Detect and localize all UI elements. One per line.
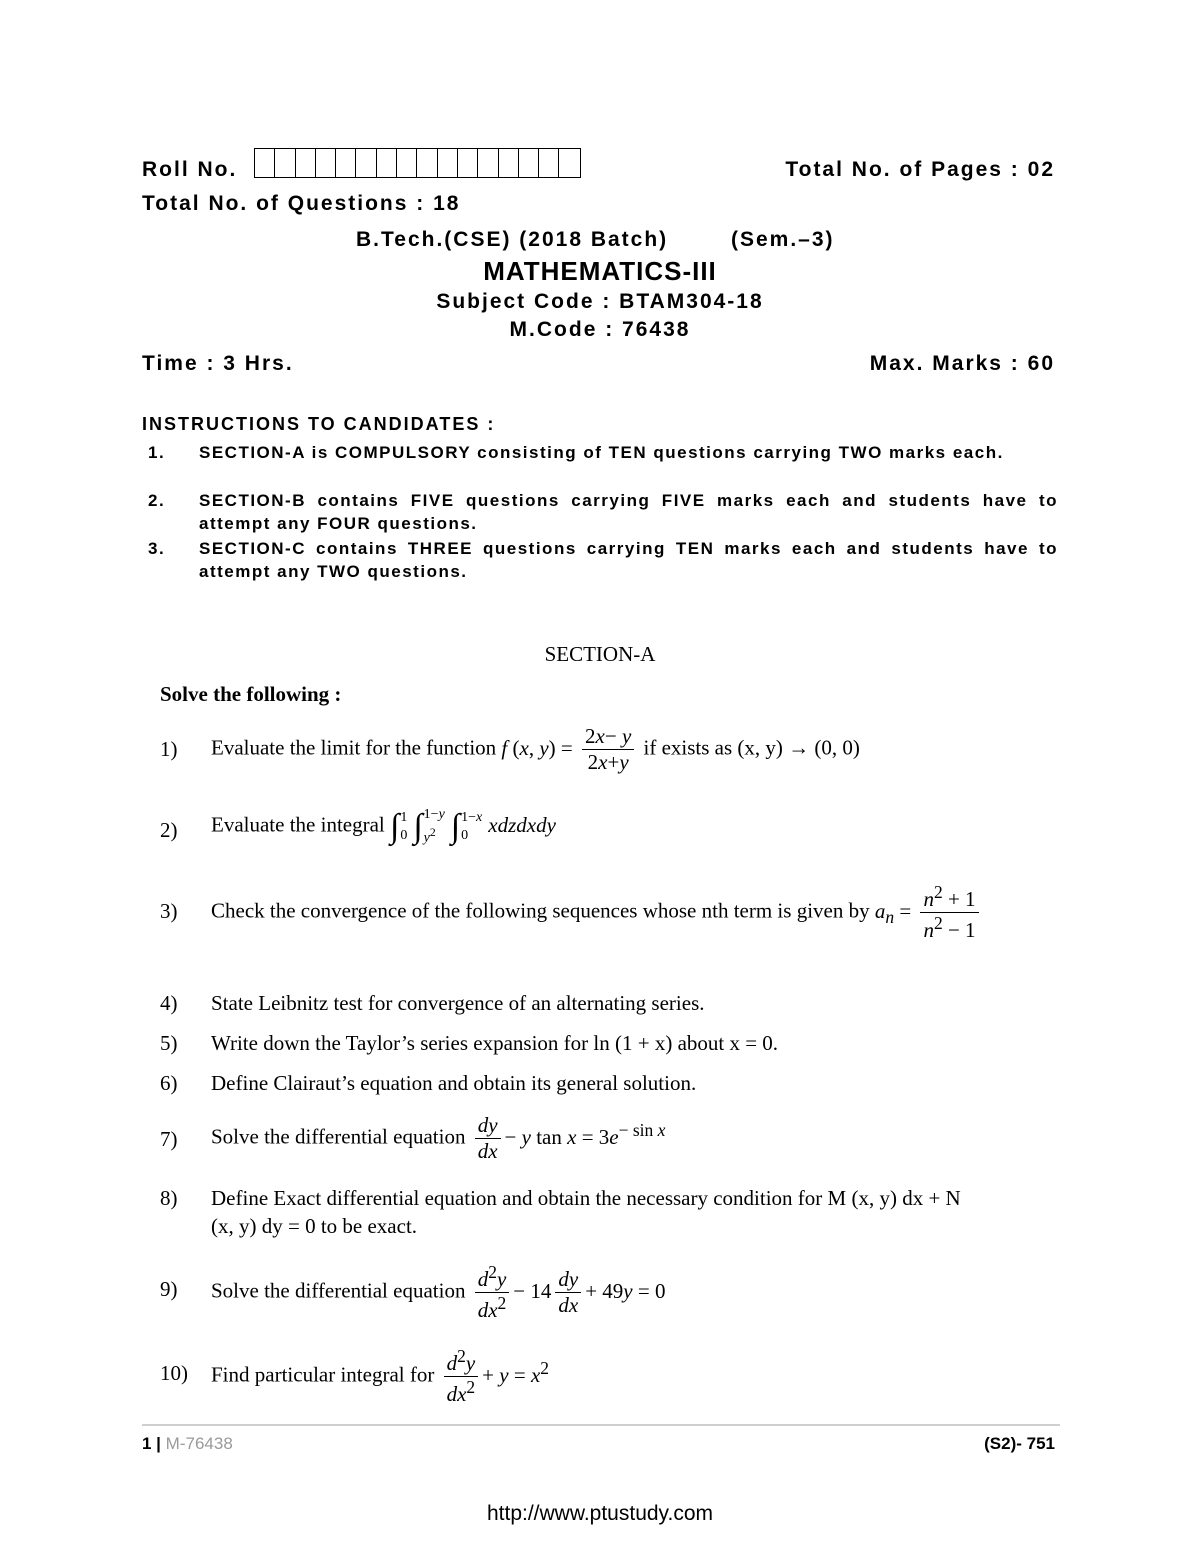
time-allowed: Time : 3 Hrs. xyxy=(142,352,294,375)
question-text: Define Clairaut’s equation and obtain its general solution. xyxy=(211,1071,697,1095)
semester: (Sem.–3) xyxy=(731,228,835,251)
page-number: 1 | xyxy=(142,1434,161,1453)
differential-equation: $\frac{d^2y}{dx^2}$ + $y = x^2$ xyxy=(440,1363,549,1387)
question-5 xyxy=(160,1031,1060,1057)
question-9 xyxy=(160,1262,1060,1322)
roll-number-boxes[interactable] xyxy=(254,148,581,178)
course-name: B.Tech.(CSE) (2018 Batch) xyxy=(356,228,669,251)
question-text: Define Exact differential equation and obtain the necessary condition for M (x, y) dx + N xyxy=(211,1186,961,1210)
question-8 xyxy=(160,1186,1060,1242)
instruction-number: 1. xyxy=(148,443,166,462)
question-text: Find particular integral for xyxy=(211,1362,435,1387)
question-text: Write down the Taylor’s series expansion for ln (1 + x) about x = 0. xyxy=(211,1031,779,1055)
instruction-item xyxy=(148,489,1058,535)
roll-number-box[interactable] xyxy=(255,149,275,177)
roll-number-box[interactable] xyxy=(559,149,579,177)
instruction-number: 2. xyxy=(148,491,166,510)
question-number: 7) xyxy=(160,1127,178,1151)
question-number: 4) xyxy=(160,991,178,1015)
question-number: 5) xyxy=(160,1031,178,1055)
roll-number-box[interactable] xyxy=(499,149,519,177)
question-text: State Leibnitz test for convergence of an alternating series. xyxy=(211,991,705,1015)
question-text-cont: (x, y) dy = 0 to be exact. xyxy=(211,1214,418,1238)
question-text: Solve the differential equation xyxy=(211,1278,466,1303)
integral-formula: ∫ 1 0 ∫ 1−y $y^2$ ∫ 1−x 0 xdzdxdy xyxy=(390,807,556,846)
function-formula: f (x, y) = $\frac{2x- y}{2x+y}$ xyxy=(501,736,643,760)
footer-code: M-76438 xyxy=(165,1434,233,1453)
instructions-title: INSTRUCTIONS TO CANDIDATES : xyxy=(142,414,496,434)
total-questions: Total No. of Questions : 18 xyxy=(142,192,461,215)
section-title: SECTION-A xyxy=(544,642,656,666)
roll-number-box[interactable] xyxy=(377,149,397,177)
question-3 xyxy=(160,882,1060,942)
instruction-item xyxy=(148,537,1058,583)
instruction-text: SECTION-C contains THREE questions carrying TEN marks each and students have to attempt any TWO questions. xyxy=(199,539,1058,581)
question-4 xyxy=(160,991,1060,1017)
instruction-text: SECTION-A is COMPULSORY consisting of TEN questions carrying TWO marks each. xyxy=(199,443,1004,462)
question-text: Check the convergence of the following sequences whose nth term is given by xyxy=(211,898,870,923)
question-2 xyxy=(160,806,1060,856)
question-6 xyxy=(160,1071,1060,1097)
roll-number-box[interactable] xyxy=(275,149,295,177)
roll-number-box[interactable] xyxy=(336,149,356,177)
question-number: 3) xyxy=(160,899,178,923)
question-number: 8) xyxy=(160,1186,178,1210)
question-text: Solve the differential equation xyxy=(211,1124,466,1149)
sequence-formula: $a_n$ = $\frac{n^2 + 1}{n^2 - 1}$ xyxy=(875,899,983,923)
roll-number-box[interactable] xyxy=(316,149,336,177)
question-number: 6) xyxy=(160,1071,178,1095)
footer-url[interactable]: http://www.ptustudy.com xyxy=(486,1502,714,1525)
m-code: M.Code : 76438 xyxy=(509,318,691,341)
roll-number-box[interactable] xyxy=(539,149,559,177)
question-text: Evaluate the integral xyxy=(211,812,385,837)
roll-number-box[interactable] xyxy=(417,149,437,177)
max-marks: Max. Marks : 60 xyxy=(869,352,1055,375)
question-number: 9) xyxy=(160,1277,178,1301)
subject-code: Subject Code : BTAM304-18 xyxy=(436,290,764,313)
roll-number-box[interactable] xyxy=(397,149,417,177)
question-7 xyxy=(160,1113,1060,1169)
instruction-number: 3. xyxy=(148,539,166,558)
roll-number-box[interactable] xyxy=(478,149,498,177)
roll-number-box[interactable] xyxy=(438,149,458,177)
roll-number-box[interactable] xyxy=(519,149,539,177)
roll-label: Roll No. xyxy=(142,158,238,181)
total-pages: Total No. of Pages : 02 xyxy=(785,158,1055,181)
question-1 xyxy=(160,724,1060,784)
differential-equation: $\frac{dy}{dx}$ − y $\tan x = 3e^{- sin x}$ xyxy=(471,1125,666,1149)
question-number: 1) xyxy=(160,737,178,761)
roll-number-box[interactable] xyxy=(356,149,376,177)
footer-right: (S2)- 751 xyxy=(984,1434,1055,1453)
question-10 xyxy=(160,1346,1060,1406)
footer-divider xyxy=(142,1424,1060,1426)
roll-number-box[interactable] xyxy=(296,149,316,177)
differential-equation: $\frac{d^2y}{dx^2}$ − 14 $\frac{dy}{dx}$ + 49y = 0 xyxy=(471,1279,666,1303)
subject-title: MATHEMATICS-III xyxy=(483,256,717,286)
question-number: 2) xyxy=(160,818,178,842)
instruction-text: SECTION-B contains FIVE questions carrying FIVE marks each and students have to attempt any FOUR questions. xyxy=(199,491,1058,533)
question-text: Evaluate the limit for the function xyxy=(211,735,497,760)
roll-number-box[interactable] xyxy=(458,149,478,177)
question-number: 10) xyxy=(160,1361,188,1385)
question-text-cont: if exists as (x, y) → (0, 0) xyxy=(643,735,860,760)
footer-left xyxy=(142,1434,233,1454)
section-subtitle: Solve the following : xyxy=(160,682,342,706)
instruction-item xyxy=(148,441,1058,464)
